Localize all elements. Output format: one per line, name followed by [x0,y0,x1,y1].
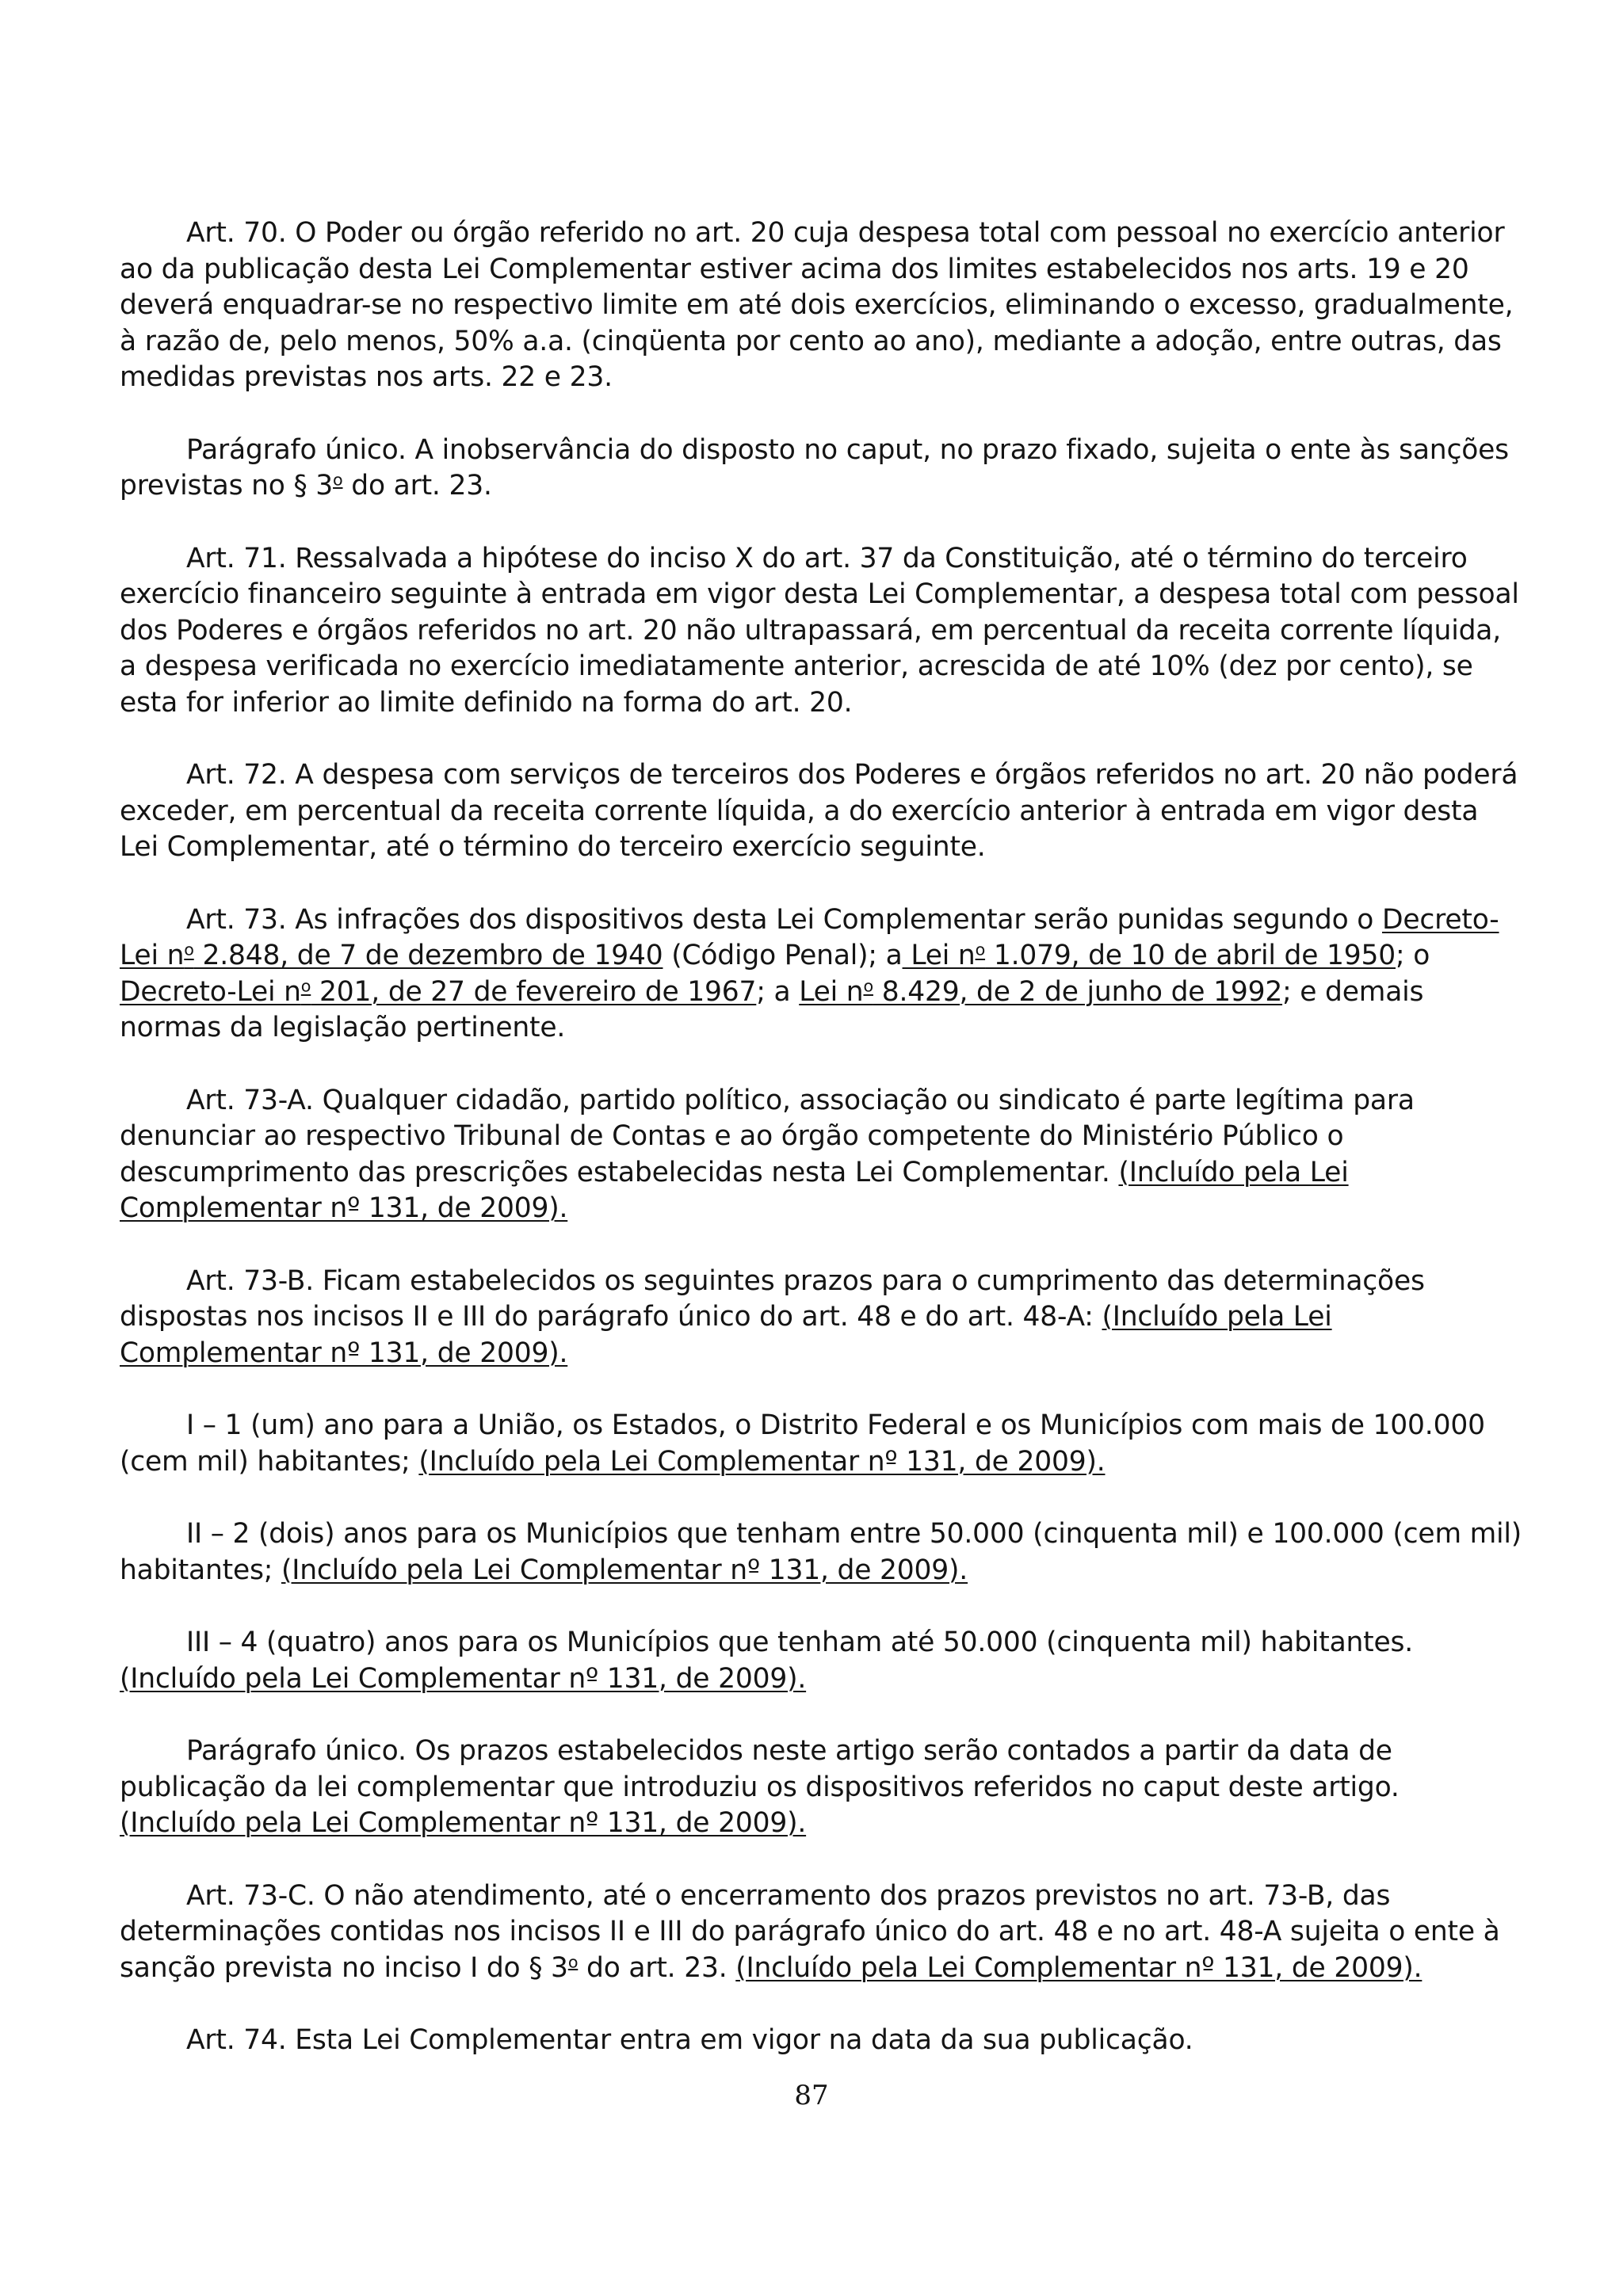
article-73-a-text: Art. 73-A. Qualquer cidadão, partido político, associação ou sindicato é parte legítima para denunciar ao respectivo Tribunal de Contas e ao órgão competente do Ministério Público o descumprimento das prescrições estabelecidas nesta Lei Complementar. [120,1084,1415,1188]
article-70 [120,215,1522,396]
link-decreto-lei-201[interactable] [120,976,756,1008]
article-73-a [120,1083,1522,1227]
link-lei-8429[interactable] [799,976,1282,1008]
article-73-c-text-end: do art. 23. [578,1951,736,1984]
article-70-text: Art. 70. O Poder ou órgão referido no art. 20 cuja despesa total com pessoal no exercício anterior ao da publicação desta Lei Complementar estiver acima dos limites estabelecidos nos arts. 19 e 20 deverá enquadrar-se no respectivo limite em até dois exercícios, eliminando o excesso, gradualmente, à razão de, pelo menos, 50% a.a. (cinqüenta por cento ao ano), mediante a adoção, entre outras, das medidas previstas nos arts. 22 e 23. [120,217,1514,393]
link-text: 201, de 27 de fevereiro de 1967 [311,975,757,1008]
inclusion-note-link[interactable]: (Incluído pela Lei Complementar nº 131, de 2009). [120,1807,807,1839]
article-73-b-text: Art. 73-B. Ficam estabelecidos os seguintes prazos para o cumprimento das determinações dispostas nos incisos II e III do parágrafo único do art. 48 e do art. 48-A: [120,1264,1425,1333]
link-text: 1.079, de 10 de abril de 1950 [985,940,1396,971]
article-73-b-inciso-ii [120,1516,1522,1589]
inclusion-note-link[interactable]: (Incluído pela Lei Complementar nº 131, de 2009). [735,1951,1423,1984]
link-text: 2.848, de 7 de dezembro de 1940 [193,940,663,971]
page-number: 87 [794,2080,829,2111]
article-74 [120,2023,1522,2059]
ordinal-indicator: o [975,940,986,959]
article-73-text-end: ; e demais normas da legislação pertinente. [120,975,1424,1043]
article-73-text: ; o [1396,940,1430,971]
link-text: Lei n [799,975,864,1008]
ordinal-indicator: o [567,1952,579,1972]
ordinal-indicator: o [863,976,873,996]
inciso-text: I – 1 (um) ano para a União, os Estados, o Distrito Federal e os Municípios com mais de 100.000 (cem mil) habitantes; [120,1409,1485,1478]
ordinal-indicator: o [300,976,311,996]
article-73-b-inciso-i [120,1408,1522,1480]
inclusion-note-link[interactable]: (Incluído pela Lei Complementar nº 131, de 2009). [418,1445,1106,1478]
link-text: 8.429, de 2 de junho de 1992 [873,975,1283,1008]
inclusion-note-link[interactable]: (Incluído pela Lei Complementar nº 131, de 2009). [120,1301,1332,1369]
paragraph-text-end: do art. 23. [342,470,492,502]
link-lei-1079[interactable] [903,940,1396,971]
article-73-b-inciso-iii [120,1625,1522,1697]
article-73-b-paragrafo-unico [120,1733,1522,1842]
article-73-intro: Art. 73. As infrações dos dispositivos desta Lei Complementar serão punidas segundo o [186,903,1382,936]
paragraph-text: Parágrafo único. Os prazos estabelecidos neste artigo serão contados a partir da data de publicação da lei complementar que introduziu os dispositivos referidos no caput deste artigo. [120,1735,1400,1803]
ordinal-indicator: o [333,470,343,490]
article-73-c [120,1878,1522,1987]
article-73-b [120,1264,1522,1372]
article-73-text: (Código Penal); a [663,940,903,971]
inclusion-note-link[interactable]: (Incluído pela Lei Complementar nº 131, de 2009). [120,1662,807,1695]
document-body [120,215,1522,2096]
article-72-text: Art. 72. A despesa com serviços de terceiros dos Poderes e órgãos referidos no art. 20 não poderá exceder, em percentual da receita corrente líquida, a do exercício anterior à entrada em vigor desta Lei Complementar, até o término do terceiro exercício seguinte. [120,759,1518,863]
inclusion-note-link[interactable]: (Incluído pela Lei Complementar nº 131, de 2009). [281,1554,968,1586]
article-73-text: ; a [756,975,800,1008]
paragraph-text: Parágrafo único. A inobservância do disposto no caput, no prazo fixado, sujeita o ente às sanções previstas no § 3 [120,433,1509,502]
inclusion-note-link[interactable]: (Incluído pela Lei Complementar nº 131, de 2009). [120,1156,1349,1224]
link-text: Lei n [902,940,976,971]
inciso-text: II – 2 (dois) anos para os Municípios que tenham entre 50.000 (cinquenta mil) e 100.000 (cem mil) habitantes; [120,1518,1522,1586]
article-72 [120,757,1522,866]
ordinal-indicator: o [184,940,194,959]
article-73 [120,902,1522,1047]
link-text: Decreto-Lei n [120,975,301,1008]
article-70-paragrafo-unico [120,433,1522,505]
inciso-text: III – 4 (quatro) anos para os Municípios que tenham até 50.000 (cinquenta mil) habitantes. [186,1627,1414,1658]
article-71-text: Art. 71. Ressalvada a hipótese do inciso X do art. 37 da Constituição, até o término do terceiro exercício financeiro seguinte à entrada em vigor desta Lei Complementar, a despesa total com pessoal dos Poderes e órgãos referidos no art. 20 não ultrapassará, em percentual da receita corrente líquida, a despesa verificada no exercício imediatamente anterior, acrescida de até 10% (dez por cento), se esta for inferior ao limite definido na forma do art. 20. [120,542,1519,719]
link-text: Decreto-Lei n [120,903,1499,971]
article-71 [120,541,1522,722]
article-73-c-text: Art. 73-C. O não atendimento, até o encerramento dos prazos previstos no art. 73-B, das determinações contidas nos incisos II e III do parágrafo único do art. 48 e no art. 48-A sujeita o ente à sanção prevista no inciso I do § 3 [120,1879,1500,1984]
article-74-text: Art. 74. Esta Lei Complementar entra em vigor na data da sua publicação. [186,2024,1193,2056]
